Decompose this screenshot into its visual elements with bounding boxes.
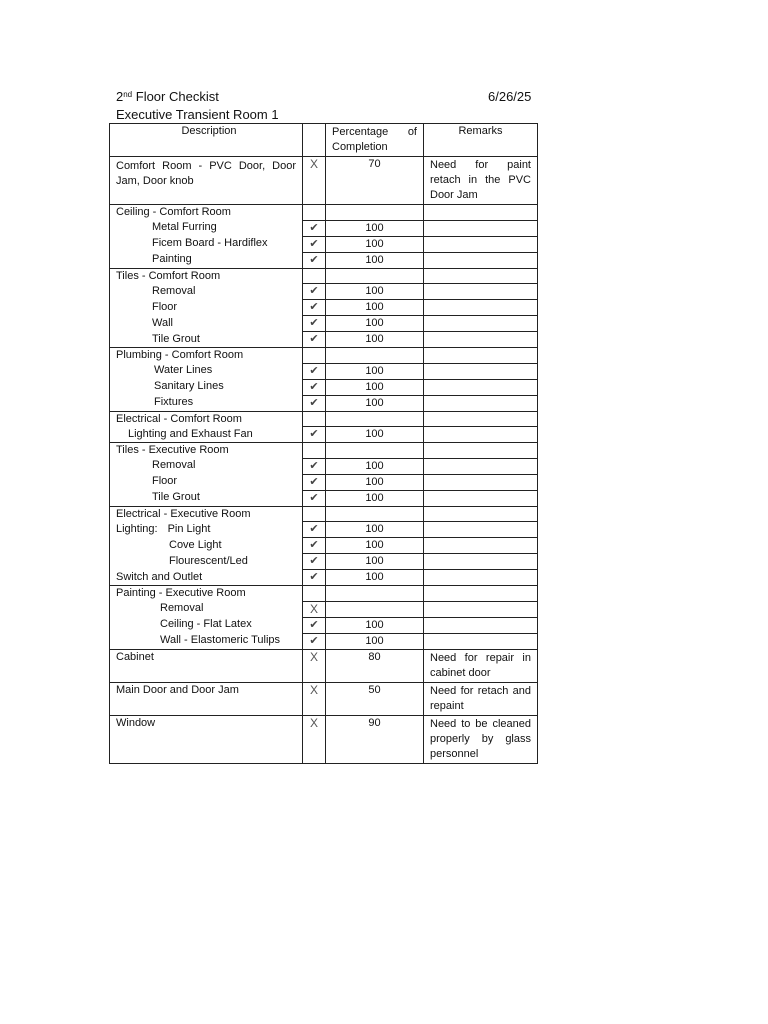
document-title: 2nd Floor Checkist — [116, 89, 219, 104]
group-title: Electrical - Executive Room — [116, 507, 251, 520]
group-header-row — [110, 443, 538, 459]
row-description: Main Door and Door Jam — [116, 683, 239, 696]
row-percentage: 100 — [365, 253, 384, 266]
group-title: Tiles - Comfort Room — [116, 269, 221, 282]
table-row — [110, 395, 538, 411]
table-row — [110, 682, 538, 715]
row-percentage: 70 — [368, 158, 381, 170]
group-header-row — [110, 506, 538, 522]
row-remarks: Need for paint retach in the PVC Door Jam — [430, 159, 531, 201]
group-header-row — [110, 411, 538, 427]
row-percentage: 100 — [365, 523, 384, 535]
row-percentage: 100 — [365, 237, 384, 250]
row-percentage: 100 — [365, 459, 384, 472]
row-percentage: 100 — [365, 285, 384, 297]
column-header-check — [303, 124, 326, 157]
row-description: Wall — [152, 316, 173, 329]
row-percentage: 100 — [365, 634, 384, 647]
table-row — [110, 617, 538, 633]
row-description: Removal — [152, 459, 196, 471]
row-percentage: 90 — [368, 716, 381, 729]
checkmark-icon: ✔ — [309, 285, 319, 297]
row-description: Painting — [152, 253, 192, 265]
table-row — [110, 490, 538, 506]
table-row — [110, 458, 538, 474]
checkmark-icon: ✔ — [309, 396, 319, 409]
checkmark-icon: ✔ — [309, 364, 319, 377]
table-row — [110, 252, 538, 268]
row-description: Lighting: Pin Light — [116, 522, 211, 535]
row-description: Tile Grout — [152, 491, 200, 503]
row-percentage: 80 — [368, 650, 381, 663]
table-row — [110, 715, 538, 763]
table-row — [110, 379, 538, 395]
row-percentage: 100 — [365, 571, 384, 583]
row-percentage: 100 — [365, 364, 384, 377]
row-percentage: 100 — [365, 475, 384, 488]
table-row — [110, 554, 538, 570]
group-title: Electrical - Comfort Room — [116, 412, 242, 425]
row-remarks: Need to be cleaned properly by glass personnel — [430, 717, 531, 760]
table-row — [110, 427, 538, 443]
x-mark-icon: X — [309, 649, 318, 664]
row-description: Water Lines — [154, 364, 213, 376]
table-row — [110, 474, 538, 490]
row-description: Cabinet — [116, 650, 154, 663]
column-header-percentage: Percentage of Completion — [326, 124, 424, 157]
checkmark-icon: ✔ — [309, 333, 319, 345]
checkmark-icon: ✔ — [309, 618, 319, 631]
row-description: Removal — [160, 602, 204, 614]
row-remarks: Need for retach and repaint — [430, 684, 531, 712]
row-description: Fixtures — [154, 396, 194, 408]
row-percentage: 100 — [365, 221, 384, 234]
x-mark-icon: X — [309, 715, 318, 730]
x-mark-icon: X — [309, 682, 318, 697]
checkmark-icon: ✔ — [309, 571, 319, 583]
checkmark-icon: ✔ — [309, 491, 319, 504]
column-header-description: Description — [110, 124, 303, 157]
row-remarks: Need for repair in cabinet door — [430, 651, 531, 679]
checkmark-icon: ✔ — [309, 539, 319, 551]
row-description: Floor — [152, 300, 178, 313]
x-mark-icon: X — [309, 157, 318, 171]
row-description: Tile Grout — [152, 332, 200, 345]
table-row — [110, 601, 538, 617]
checklist-table — [109, 123, 538, 764]
row-description: Sanitary Lines — [154, 380, 224, 392]
document-subtitle: Executive Transient Room 1 — [116, 107, 279, 122]
group-header-row — [110, 348, 538, 364]
row-percentage: 100 — [365, 539, 384, 551]
group-title: Tiles - Executive Room — [116, 444, 229, 456]
row-description: Ceiling - Flat Latex — [160, 618, 252, 630]
table-row — [110, 522, 538, 538]
row-description: Flourescent/Led — [169, 554, 248, 567]
checkmark-icon: ✔ — [309, 555, 319, 567]
group-header-row — [110, 586, 538, 602]
checkmark-icon: ✔ — [309, 317, 319, 329]
row-percentage: 100 — [365, 491, 384, 504]
table-row — [110, 363, 538, 379]
checkmark-icon: ✔ — [309, 253, 319, 266]
group-title: Plumbing - Comfort Room — [116, 349, 244, 361]
row-description: Wall - Elastomeric Tulips — [160, 634, 281, 646]
row-description: Comfort Room - PVC Door, Door Jam, Door knob — [116, 160, 296, 187]
row-percentage: 100 — [365, 333, 384, 345]
row-description: Ficem Board - Hardiflex — [152, 237, 268, 249]
table-row — [110, 284, 538, 300]
row-percentage: 100 — [365, 380, 384, 393]
table-row — [110, 633, 538, 649]
row-description: Switch and Outlet — [116, 570, 203, 583]
row-percentage: 100 — [365, 317, 384, 329]
table-row — [110, 300, 538, 316]
row-description: Lighting and Exhaust Fan — [128, 427, 253, 440]
checkmark-icon: ✔ — [309, 380, 319, 393]
checkmark-icon: ✔ — [309, 459, 319, 472]
header-row — [110, 124, 538, 157]
group-header-row — [110, 268, 538, 284]
checkmark-icon: ✔ — [309, 475, 319, 488]
table-row — [110, 570, 538, 586]
checkmark-icon: ✔ — [309, 221, 319, 234]
row-percentage: 100 — [365, 396, 384, 409]
row-description: Metal Furring — [152, 221, 217, 233]
document-date: 6/26/25 — [488, 89, 532, 104]
table-row — [110, 157, 538, 205]
column-header-remarks: Remarks — [424, 124, 538, 157]
table-row — [110, 316, 538, 332]
table-row — [110, 332, 538, 348]
checkmark-icon: ✔ — [309, 523, 319, 535]
group-header-row — [110, 205, 538, 221]
table-row — [110, 649, 538, 682]
row-description: Window — [116, 716, 156, 729]
checkmark-icon: ✔ — [309, 428, 319, 440]
checkmark-icon: ✔ — [309, 634, 319, 647]
group-title: Ceiling - Comfort Room — [116, 206, 231, 218]
table-row — [110, 220, 538, 236]
row-description: Removal — [152, 284, 196, 297]
checkmark-icon: ✔ — [309, 237, 319, 250]
row-description: Floor — [152, 475, 178, 487]
row-percentage — [326, 602, 423, 617]
row-percentage: 100 — [365, 618, 384, 631]
row-percentage: 100 — [365, 301, 384, 313]
row-percentage: 50 — [368, 683, 381, 696]
x-mark-icon: X — [309, 601, 318, 616]
table-row — [110, 538, 538, 554]
group-title: Painting - Executive Room — [116, 587, 246, 599]
row-percentage: 100 — [365, 428, 384, 440]
table-row — [110, 236, 538, 252]
row-percentage: 100 — [365, 555, 384, 567]
row-description: Cove Light — [169, 538, 222, 551]
checkmark-icon: ✔ — [309, 301, 319, 313]
